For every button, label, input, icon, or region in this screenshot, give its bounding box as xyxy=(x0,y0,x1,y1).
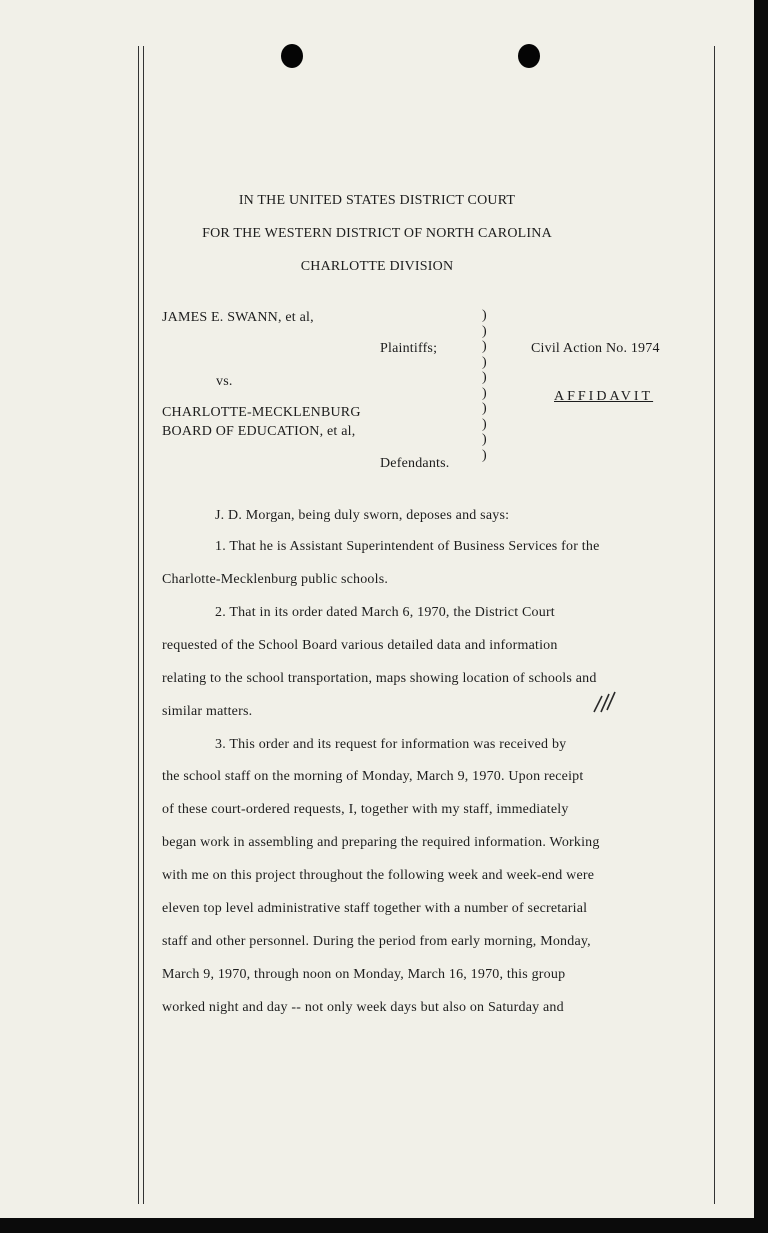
body-line-12: with me on this project throughout the following week and week-end were xyxy=(162,868,595,883)
plaintiff-name: JAMES E. SWANN, et al, xyxy=(162,310,314,325)
body-line-8: 3. This order and its request for information was received by xyxy=(215,737,567,752)
punch-hole-right xyxy=(518,44,540,68)
caption-parentheses: ) ) ) ) ) ) ) ) ) ) xyxy=(482,308,487,463)
civil-action-number: Civil Action No. 1974 xyxy=(531,341,660,356)
plaintiff-role: Plaintiffs; xyxy=(380,341,438,356)
defendant-role: Defendants. xyxy=(380,456,450,471)
affidavit-title: AFFIDAVIT xyxy=(554,389,654,404)
left-margin-rule xyxy=(138,46,139,1204)
handwritten-mark xyxy=(590,690,618,716)
court-heading-line-2: FOR THE WESTERN DISTRICT OF NORTH CAROLINA xyxy=(202,226,552,241)
body-line-10: of these court-ordered requests, I, together with my staff, immediately xyxy=(162,802,569,817)
body-line-3: Charlotte-Mecklenburg public schools. xyxy=(162,572,389,587)
body-line-9: the school staff on the morning of Monday, March 9, 1970. Upon receipt xyxy=(162,769,584,784)
body-line-7: similar matters. xyxy=(162,704,253,719)
body-line-14: staff and other personnel. During the period from early morning, Monday, xyxy=(162,934,591,949)
court-heading-line-1: IN THE UNITED STATES DISTRICT COURT xyxy=(238,193,516,208)
body-line-5: requested of the School Board various detailed data and information xyxy=(162,638,558,653)
punch-hole-left xyxy=(281,44,303,68)
versus-label: vs. xyxy=(216,374,233,389)
left-margin-rule-inner xyxy=(143,46,144,1204)
body-line-1: J. D. Morgan, being duly sworn, deposes and says: xyxy=(215,508,510,523)
body-line-4: 2. That in its order dated March 6, 1970, the District Court xyxy=(215,605,555,620)
body-line-13: eleven top level administrative staff together with a number of secretarial xyxy=(162,901,588,916)
defendant-name-line-1: CHARLOTTE-MECKLENBURG xyxy=(162,405,361,420)
court-heading-line-3: CHARLOTTE DIVISION xyxy=(300,259,454,274)
body-line-15: March 9, 1970, through noon on Monday, March 16, 1970, this group xyxy=(162,967,566,982)
body-line-16: worked night and day -- not only week days but also on Saturday and xyxy=(162,1000,564,1015)
right-margin-rule xyxy=(714,46,715,1204)
defendant-name-line-2: BOARD OF EDUCATION, et al, xyxy=(162,424,356,439)
body-line-11: began work in assembling and preparing the required information. Working xyxy=(162,835,600,850)
body-line-2: 1. That he is Assistant Superintendent of Business Services for the xyxy=(215,539,600,554)
body-line-6: relating to the school transportation, maps showing location of schools and xyxy=(162,671,597,686)
